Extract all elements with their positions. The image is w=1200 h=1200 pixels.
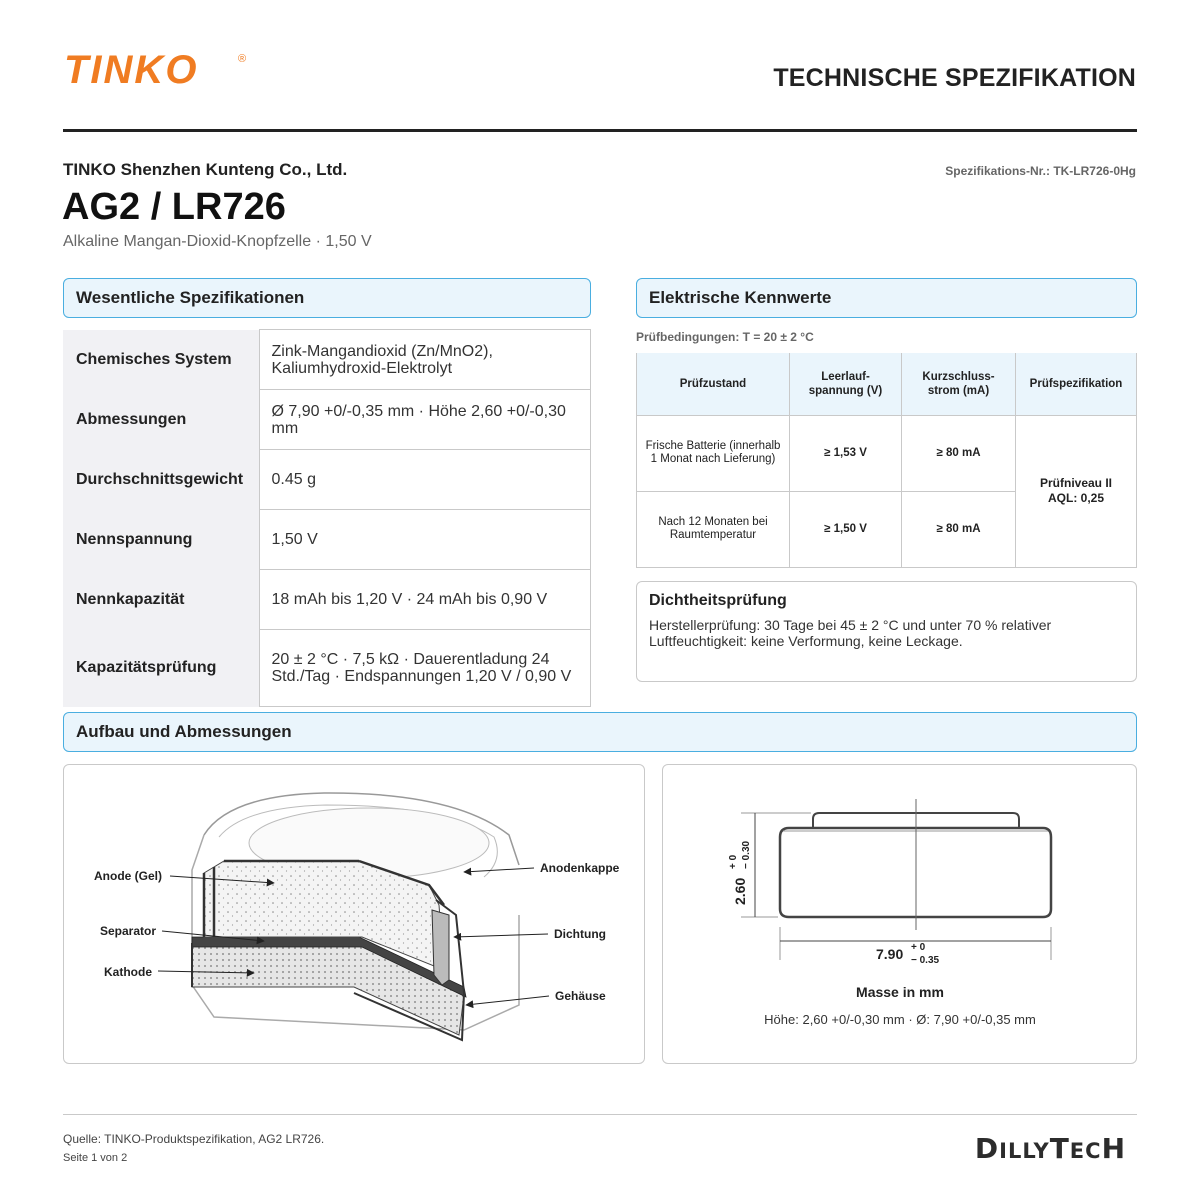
label-gasket: Dichtung bbox=[554, 927, 606, 941]
page-number: Seite 1 von 2 bbox=[63, 1152, 128, 1164]
registered-mark: ® bbox=[238, 53, 247, 65]
dimension-caption: Masse in mm bbox=[856, 984, 944, 1000]
column-header: Prüfzustand bbox=[637, 353, 790, 415]
logo-text: TINKO bbox=[64, 48, 199, 92]
diameter-tol-minus: − 0.35 bbox=[911, 955, 940, 966]
label-anode-cap: Anodenkappe bbox=[540, 861, 620, 875]
table-row bbox=[63, 390, 591, 450]
short-circuit-current: ≥ 80 mA bbox=[902, 415, 1016, 491]
table-row bbox=[63, 570, 591, 630]
aql: AQL: 0,25 bbox=[1047, 491, 1104, 505]
diameter-value: 7.90 bbox=[876, 946, 904, 962]
height-tol-minus: − 0.30 bbox=[741, 840, 752, 869]
cross-section-diagram bbox=[64, 765, 646, 1065]
label-case: Gehäuse bbox=[555, 989, 606, 1003]
table-row bbox=[637, 415, 1137, 491]
height-tol-plus: + 0 bbox=[728, 854, 739, 869]
spec-label: Durchschnittsgewicht bbox=[63, 450, 259, 510]
test-level: Prüfniveau II bbox=[1039, 476, 1113, 490]
seal-test-box bbox=[636, 581, 1137, 682]
column-header: Leerlauf- spannung (V) bbox=[790, 353, 902, 415]
spec-value: 1,50 V bbox=[259, 510, 591, 570]
spec-label: Kapazitätsprüfung bbox=[63, 630, 259, 707]
source-note: Quelle: TINKO-Produktspezifikation, AG2 LR726. bbox=[63, 1132, 325, 1146]
short-circuit-current: ≥ 80 mA bbox=[902, 491, 1016, 567]
model-title: AG2 / LR726 bbox=[62, 186, 286, 228]
test-conditions: Prüfbedingungen: T = 20 ± 2 °C bbox=[636, 330, 814, 344]
structure-heading bbox=[63, 712, 1137, 752]
label-cathode: Kathode bbox=[104, 965, 152, 979]
cross-section-panel bbox=[63, 764, 645, 1064]
footer-divider bbox=[63, 1114, 1137, 1115]
spec-value: 20 ± 2 °C · 7,5 kΩ · Dauerentladung 24 Std./Tag · Endspannungen 1,20 V / 0,90 V bbox=[259, 630, 591, 707]
electrical-table bbox=[636, 353, 1137, 568]
key-specs-heading bbox=[63, 278, 591, 318]
column-header: Kurzschluss- strom (mA) bbox=[902, 353, 1016, 415]
test-state: Nach 12 Monaten bei Raumtemperatur bbox=[637, 491, 790, 567]
dimension-drawing bbox=[663, 765, 1138, 1065]
dimension-note: Höhe: 2,60 +0/-0,30 mm · Ø: 7,90 +0/-0,35 mm bbox=[764, 1012, 1036, 1027]
label-anode: Anode (Gel) bbox=[94, 869, 162, 883]
label-separator: Separator bbox=[100, 924, 157, 938]
open-circuit-voltage: ≥ 1,53 V bbox=[790, 415, 902, 491]
column-header: Prüfspezifikation bbox=[1016, 353, 1137, 415]
dillytech-logo: DILLYTECH bbox=[974, 1132, 1126, 1165]
table-row bbox=[63, 630, 591, 707]
table-header-row bbox=[637, 353, 1137, 415]
spec-value: Ø 7,90 +0/-0,35 mm · Höhe 2,60 +0/-0,30 mm bbox=[259, 390, 591, 450]
open-circuit-voltage: ≥ 1,50 V bbox=[790, 491, 902, 567]
document-title: TECHNISCHE SPEZIFIKATION bbox=[773, 64, 1136, 92]
electrical-title: Elektrische Kennwerte bbox=[649, 288, 832, 307]
gasket bbox=[432, 910, 449, 985]
table-row bbox=[63, 330, 591, 390]
key-specs-table bbox=[63, 329, 591, 707]
height-value: 2.60 bbox=[732, 877, 748, 905]
company-name: TINKO Shenzhen Kunteng Co., Ltd. bbox=[63, 160, 348, 179]
product-subtitle: Alkaline Mangan-Dioxid-Knopfzelle · 1,50 V bbox=[63, 233, 372, 250]
structure-title: Aufbau und Abmessungen bbox=[76, 722, 292, 741]
seal-test-title: Dichtheitsprüfung bbox=[649, 592, 787, 609]
spec-label: Chemisches System bbox=[63, 330, 259, 390]
spec-label: Nennkapazität bbox=[63, 570, 259, 630]
tinko-logo bbox=[62, 44, 262, 94]
dimensions-panel bbox=[662, 764, 1137, 1064]
spec-label: Abmessungen bbox=[63, 390, 259, 450]
test-state: Frische Batterie (innerhalb 1 Monat nach Lieferung) bbox=[637, 415, 790, 491]
table-row bbox=[63, 510, 591, 570]
seal-test-text: Herstellerprüfung: 30 Tage bei 45 ± 2 °C und unter 70 % relativer Luftfeuchtigkeit: keine Verformung, keine Leckage. bbox=[649, 617, 1052, 649]
diameter-tol-plus: + 0 bbox=[911, 942, 926, 953]
key-specs-title: Wesentliche Spezifikationen bbox=[76, 288, 305, 307]
electrical-heading bbox=[636, 278, 1137, 318]
spec-value: 0.45 g bbox=[259, 450, 591, 510]
test-spec bbox=[1016, 415, 1137, 567]
spec-number: Spezifikations-Nr.: TK-LR726-0Hg bbox=[945, 164, 1136, 178]
header-divider bbox=[63, 129, 1137, 132]
spec-value: 18 mAh bis 1,20 V · 24 mAh bis 0,90 V bbox=[259, 570, 591, 630]
table-row bbox=[63, 450, 591, 510]
spec-value: Zink-Mangandioxid (Zn/MnO2), Kaliumhydroxid-Elektrolyt bbox=[259, 330, 591, 390]
spec-label: Nennspannung bbox=[63, 510, 259, 570]
